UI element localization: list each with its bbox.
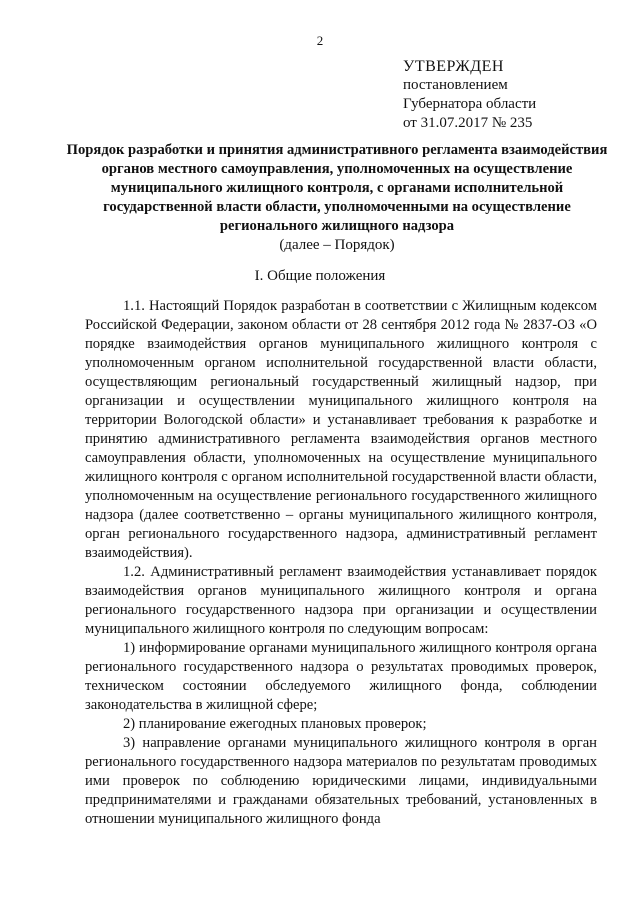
section-heading: I. Общие положения xyxy=(254,268,386,284)
approval-line: постановлением xyxy=(403,77,508,93)
approval-title: УТВЕРЖДЕН xyxy=(403,58,504,75)
document-title: Порядок разработки и принятия административного регламента взаимодействия органов местного самоуправления, уполномоченных на осуществление муниципального жилищного контроля, с органами исполнительной государственной власти области, уполномоченными на осуществление регионального жилищного надзора xyxy=(66,142,608,234)
page-number: 2 xyxy=(316,33,324,48)
document-subtitle: (далее – Порядок) xyxy=(279,237,395,253)
document-body xyxy=(85,297,597,829)
approval-stamp xyxy=(403,57,536,133)
list-item: 1) информирование органами муниципального жилищного контроля органа регионального государственного надзора о результатах проводимых проверок, техническом состоянии обследуемого жилищного фонда, соблюдении законодательства в жилищной сфере; xyxy=(85,640,597,713)
approval-line: Губернатора области xyxy=(403,96,537,112)
paragraph: 1.2. Административный регламент взаимодействия устанавливает порядок взаимодействия органов муниципального жилищного контроля и органа регионального государственного надзора при организации и осуществлении муниципального жилищного контроля по следующим вопросам: xyxy=(85,564,597,637)
list-item: 2) планирование ежегодных плановых проверок; xyxy=(123,716,427,732)
list-item: 3) направление органами муниципального жилищного контроля в орган регионального государственного надзора материалов по результатам проводимых ими проверок по соблюдению юридическими лицами, индивидуальными предпринимателями и гражданами обязательных требований, установленных в отношении муниципального жилищного фонда xyxy=(85,735,597,827)
paragraph: 1.1. Настоящий Порядок разработан в соответствии с Жилищным кодексом Российской Федерации, законом области от 28 сентября 2012 года № 2837-ОЗ «О порядке взаимодействия органов муниципального жилищного контроля с уполномоченным органом исполнительной государственной власти области, осуществляющим региональный государственный жилищный надзор, при организации и осуществлении муниципального жилищного контроля на территории Вологодской области» и устанавливает требования к разработке и принятию административного регламента взаимодействия органов местного самоуправления области, уполномоченных на осуществление муниципального жилищного контроля с органом исполнительной государственной власти области, уполномоченным на осуществление регионального государственного жилищного надзора (далее соответственно – органы муниципального жилищного контроля, орган регионального государственного надзора, административный регламент взаимодействия). xyxy=(85,298,597,561)
approval-line: от 31.07.2017 № 235 xyxy=(403,115,533,131)
